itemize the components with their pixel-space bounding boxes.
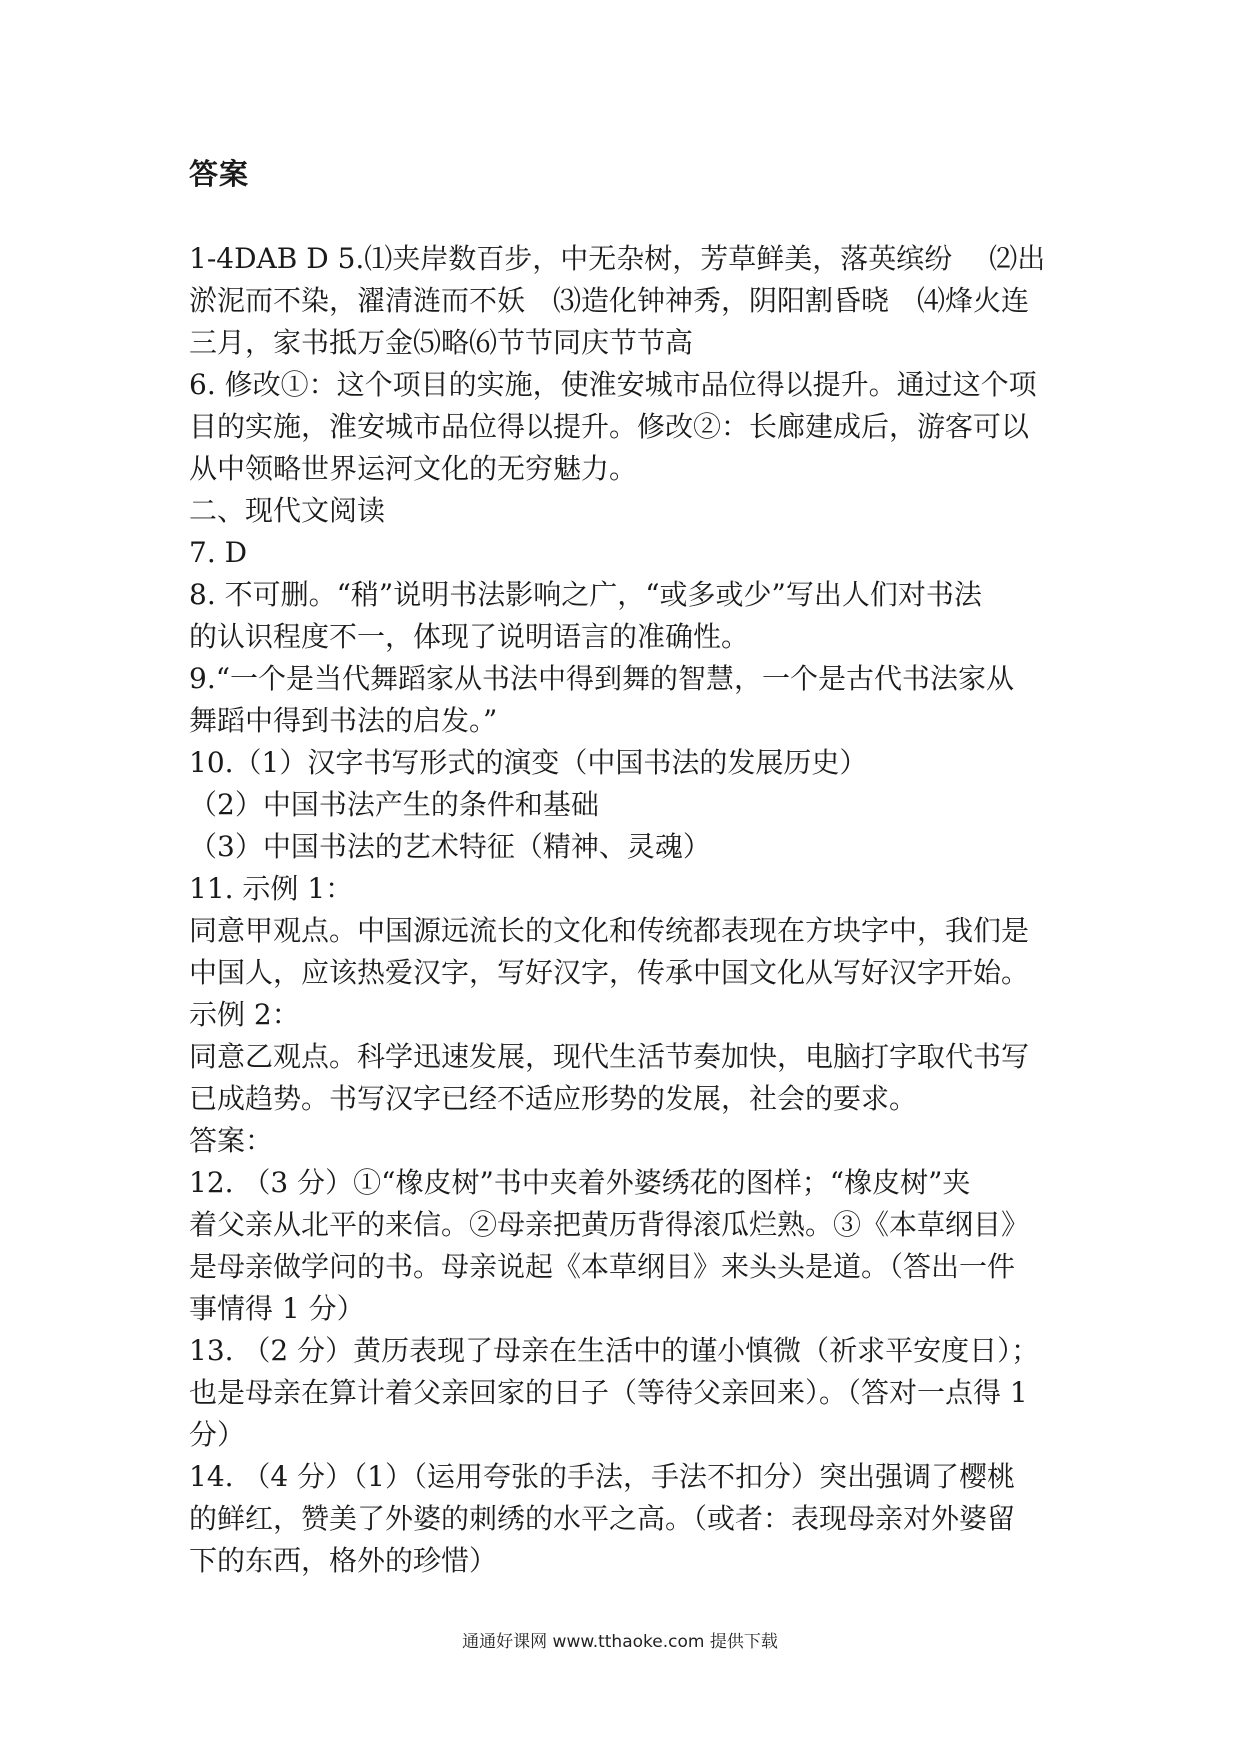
- text-line: 事情得 1 分）: [189, 1292, 365, 1325]
- text-line: 9.“一个是当代舞蹈家从书法中得到舞的智慧，一个是古代书法家从: [189, 662, 1015, 695]
- text-line: 三月，家书抵万金⑸略⑹节节同庆节节高: [189, 326, 694, 359]
- text-line: 从中领略世界运河文化的无穷魅力。: [189, 452, 638, 485]
- text-line: 是母亲做学问的书。母亲说起《本草纲目》来头头是道。（答出一件: [189, 1250, 1016, 1283]
- text-line: 13. （2 分）黄历表现了母亲在生活中的谨小慎微（祈求平安度日）；: [189, 1334, 1040, 1367]
- text-line: 示例 2：: [189, 998, 300, 1031]
- text-line: 7. D: [189, 536, 248, 569]
- text-line: 舞蹈中得到书法的启发。”: [189, 704, 498, 737]
- text-line: 已成趋势。书写汉字已经不适应形势的发展，社会的要求。: [189, 1082, 918, 1115]
- text-line: 分）: [189, 1418, 246, 1451]
- text-line: 的认识程度不一，体现了说明语言的准确性。: [189, 620, 750, 653]
- text-line: 11. 示例 1：: [189, 872, 354, 905]
- text-line: 中国人，应该热爱汉字，写好汉字，传承中国文化从写好汉字开始。: [189, 956, 1030, 989]
- section-heading: 二、现代文阅读: [189, 494, 386, 527]
- text-line: 同意乙观点。科学迅速发展，现代生活节奏加快，电脑打字取代书写: [189, 1040, 1030, 1073]
- answer-content: [189, 238, 1069, 1582]
- text-line: 的鲜红，赞美了外婆的刺绣的水平之高。（或者：表现母亲对外婆留: [189, 1502, 1016, 1535]
- text-line: 1-4DAB D 5.⑴夹岸数百步，中无杂树，芳草鲜美，落英缤纷 ⑵出: [189, 242, 1046, 275]
- page-title: 答案: [189, 157, 250, 191]
- text-line: （2）中国书法产生的条件和基础: [189, 788, 599, 821]
- text-line: 下的东西，格外的珍惜）: [189, 1544, 498, 1577]
- footer-watermark: 通通好课网 www.tthaoke.com 提供下载: [462, 1632, 778, 1652]
- text-line: 着父亲从北平的来信。②母亲把黄历背得滚瓜烂熟。③《本草纲目》: [189, 1208, 1030, 1241]
- text-line: 答案：: [189, 1124, 274, 1157]
- text-line: （3）中国书法的艺术特征（精神、灵魂）: [189, 830, 711, 863]
- text-line: 14. （4 分）（1）（运用夸张的手法，手法不扣分）突出强调了樱桃: [189, 1460, 1015, 1493]
- text-line: 目的实施，淮安城市品位得以提升。修改②：长廊建成后，游客可以: [189, 410, 1030, 443]
- text-line: 淤泥而不染，濯清涟而不妖 ⑶造化钟神秀，阴阳割昏晓 ⑷烽火连: [189, 284, 1030, 317]
- text-line: 也是母亲在算计着父亲回家的日子（等待父亲回来）。（答对一点得 1: [189, 1376, 1028, 1409]
- text-line: 同意甲观点。中国源远流长的文化和传统都表现在方块字中，我们是: [189, 914, 1030, 947]
- text-line: 8. 不可删。“稍”说明书法影响之广，“或多或少”写出人们对书法: [189, 578, 982, 611]
- text-line: 10.（1）汉字书写形式的演变（中国书法的发展历史）: [189, 746, 868, 779]
- text-line: 12. （3 分）①“橡皮树”书中夹着外婆绣花的图样；“橡皮树”夹: [189, 1166, 971, 1199]
- text-line: 6. 修改①：这个项目的实施，使淮安城市品位得以提升。通过这个项: [189, 368, 1037, 401]
